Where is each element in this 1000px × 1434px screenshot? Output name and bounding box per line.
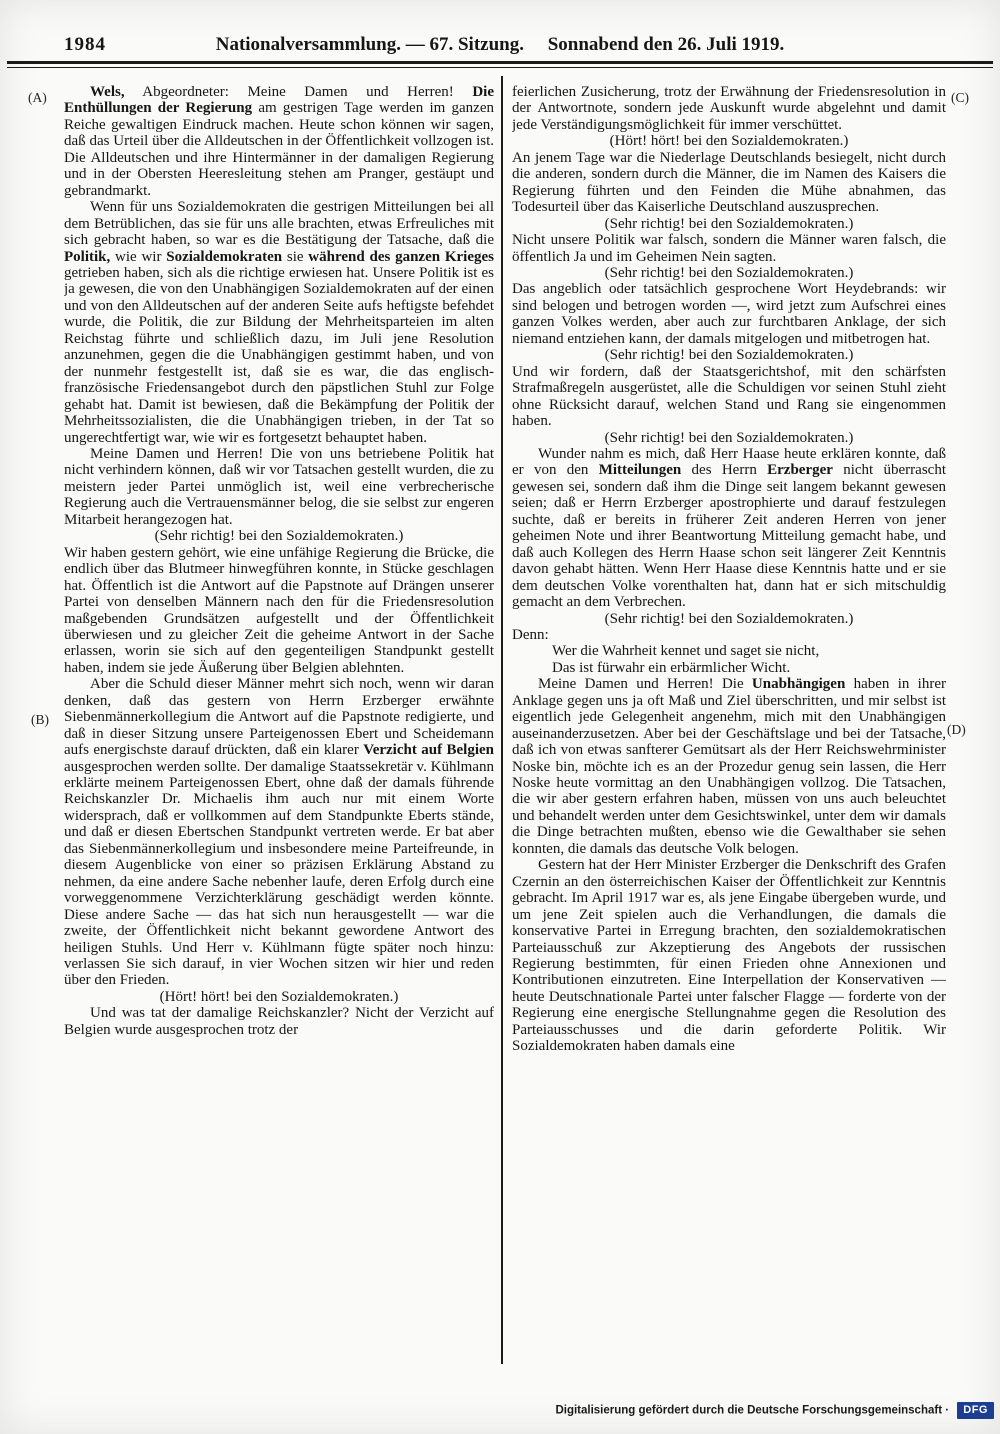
bold-text: Politik, [64, 248, 111, 265]
column-divider [501, 76, 503, 1364]
left-column [64, 84, 494, 1356]
body-text: Abgeordneter: Meine Damen und Herren! [124, 84, 473, 100]
body-text: Meine Damen und Herren! Die [538, 676, 752, 693]
interjection: (Hört! hört! bei den Sozialdemokraten.) [609, 133, 849, 150]
body-text: Und wir fordern, daß der Staatsgerichtshof, mit den schärfsten Strafmaßregeln ausgerüstet, alle die Schuldigen vor seinen Stuhl zieht ohne Rücksicht darauf, welchen Stand und Rang sie eingenommen haben. [512, 363, 946, 430]
body-text: feierlichen Zusicherung, trotz der Erwähnung der Friedensresolution in der Antwortnote, sondern jede Auskunft wurde abgelehnt und damit jede Verständigungsmöglichkeit für immer verschüttet. [512, 84, 946, 133]
body-text: ausgesprochen werden sollte. Der damalige Staatssekretär v. Kühlmann erklärte meinem Parteigenossen Ebert, ohne daß der damals führende Reichskanzler Dr. Michaelis ihm auch nur mit einem Worte widersprach, daß er vollkommen auf dem Standpunkte Eberts stände, und daß er diesen Ebertschen Standpunkt vertreten werde. Er bat aber das Siebenmännerkollegium und insbesondere meine Parteifreunde, in diesem Augenblicke von einer so präzisen Erklärung Abstand zu nehmen, da eine andere Sache nebenher laufe, deren Erfolg durch eine vorweggenommene Verzichterklärung geschädigt werden könnte. Diese andere Sache — das hat sich nun herausgestellt — war die zweite, der Öffentlichkeit nicht bekannt gewordene Antwort des heiligen Stuhls. Und Herr v. Kühlmann fügte später noch hinzu: verlassen Sie sich darauf, in vier Wochen sitzen wir hier und reden über den Frieden. [64, 758, 494, 989]
paragraph [64, 84, 494, 199]
paragraph [512, 676, 946, 857]
body-text: Gestern hat der Herr Minister Erzberger die Denkschrift des Grafen Czernin an den österreichischen Kaiser der Öffentlichkeit zur Kenntnis gebracht. Im April 1917 war es, als jene Eingabe übergeben wurde, und um jene Zeit spielen auch die Verhandlungen, die damals die konservative Partei in Erregung brachten, den sozialdemokratischen Parteiausschuß zur Akzeptierung des Angebots der russischen Regierung bestimmten, für einen Frieden ohne Annexionen und Kontributionen einzutreten. Eine Interpellation der Konservativen — heute Deutschnationale Partei unter falscher Flagge — forderte von der Regierung eine energische Stellungnahme gegen die Resolution des Parteiausschusses und die darin geforderte Politik. Wir Sozialdemokraten haben damals eine [512, 857, 946, 1055]
body-text: haben in ihrer Anklage gegen uns ja oft Maß und Ziel überschritten, und mir selbst ist eigentlich jede Gelegenheit angenehm, mich mit den Unabhängigen auseinanderzusetzen. Aber bei der Geschäftslage und bei der Tatsache, daß ich von etwas sanfterer Gemütsart als der Herr Reichswehrminister Noske bin, möchte ich es an der Prozedur genug sein lassen, die Herr Noske heute vormittag an den Unabhängigen vollzog. Die Tatsachen, die wir aber gestern erfahren haben, müssen von uns auch beleuchtet und behandelt werden unter dem Gesichtswinkel, unter dem wir damals die Dinge betrachten mußten, ebenso wie die Gewalthaber sie sehen konnten, die damals das deutsche Volk belogen. [512, 676, 946, 857]
paragraph [512, 150, 946, 216]
interjection: (Sehr richtig! bei den Sozialdemokraten.) [604, 264, 854, 281]
body-text: Aber die Schuld dieser Männer mehrt sich noch, wenn wir daran denken, daß das gestern von Herrn Erzberger erwähnte Siebenmännerkollegium die Antwort auf die Papstnote redigierte, und daß in dieser Sitzung unsere Parteigenossen Ebert und Scheidemann aufs energischste darauf drückten, daß ein klarer [64, 676, 494, 759]
body-text: Wenn für uns Sozialdemokraten die gestrigen Mitteilungen bei all dem Betrüblichen, das sie für uns alle brachten, etwas Erfreuliches mit sich gebracht haben, so war es die Bestätigung der Tatsache, daß die [64, 199, 494, 249]
bold-text: während des ganzen Krieges [308, 248, 494, 265]
verse-line: Wer die Wahrheit kennet und saget sie nicht, [552, 643, 820, 660]
body-text: nicht überrascht gewesen sei, sondern daß ihm die Dinge seit langem bekannt gewesen seien; daß er Herrn Erzberger apostrophierte und darauf festzulegen suchte, daß er bereits in früherer Zeit anderen Herren von jener geheimen Note und ihrer Beantwortung Mitteilung gemacht habe, und daß auch Kollegen des Herrn Haase schon seit längerer Zeit Kenntnis davon gehabt hätten. Wenn Herr Haase diese Kenntnis hatte und er sie dem deutschen Volke vorenthalten hat, dann hat er sich mitschuldig gemacht an dem Verbrechen. [512, 462, 946, 611]
paragraph [64, 1005, 494, 1038]
paragraph [512, 857, 946, 1054]
bold-text: Mitteilungen [598, 462, 682, 479]
body-text: Denn: [512, 626, 549, 643]
page-header-title: Nationalversammlung. — 67. Sitzung. Sonnabend den 26. Juli 1919. [215, 34, 785, 55]
interjection: (Hört! hört! bei den Sozialdemokraten.) [159, 988, 399, 1005]
margin-marker-a: (A) [28, 90, 47, 105]
bold-text: Erzberger [767, 462, 833, 479]
header-rule-thin [7, 67, 993, 68]
margin-marker-b: (B) [31, 712, 49, 727]
body-text: sie [282, 248, 309, 265]
bold-text: Sozialdemokraten [166, 248, 283, 265]
digitization-credit [0, 1402, 994, 1419]
margin-marker-d: (D) [947, 722, 966, 737]
paragraph [512, 84, 946, 133]
paragraph [512, 446, 946, 611]
body-text: Wunder nahm es mich, daß Herr Haase heute erklären konnte, daß er von den [512, 445, 946, 479]
interjection: (Sehr richtig! bei den Sozialdemokraten.) [154, 528, 404, 545]
body-text: am gestrigen Tage werden im ganzen Reiche gewaltigen Eindruck machen. Heute schon können wir sagen, daß das Urteil über die Alldeutschen in der Öffentlichkeit vollzogen ist. Die Alldeutschen und ihre Hintermänner in der damaligen Regierung und in der Obersten Heeresleitung stehen am Pranger, gestäupt und gebrandmarkt. [64, 100, 494, 199]
paragraph [512, 364, 946, 430]
paragraph [64, 446, 494, 528]
paragraph [512, 627, 946, 643]
bold-text: Verzicht auf Belgien [363, 742, 494, 759]
body-text: Wir haben gestern gehört, wie eine unfähige Regierung die Brücke, die endlich über das Blutmeer hinwegführen konnte, in Stücke geschlagen hat. Öffentlich ist die Antwort auf die Papstnote auf Drängen unserer Partei von denselben Männern nach den für die Friedensresolution maßgebenden Grundsätzen aufgestellt und der Öffentlichkeit überwiesen und zu gleicher Zeit die geheime Antwort in der Sache erlassen, worin sie sich auf den gegenteiligen Standpunkt gestellt haben, indem sie jede Äußerung über Belgien ablehnten. [64, 544, 494, 676]
body-text: Und was tat der damalige Reichskanzler? Nicht der Verzicht auf Belgien wurde ausgesprochen trotz der [64, 1005, 494, 1038]
right-column [512, 84, 946, 1356]
digitization-credit-text: Digitalisierung gefördert durch die Deutsche Forschungsgemeinschaft · [555, 1404, 950, 1417]
body-text: An jenem Tage war die Niederlage Deutschlands besiegelt, nicht durch die anderen, sondern durch die Männer, die im Namen des Kaisers die Regierung führten und den Feinden die Mühe abnahmen, das Todesurteil über das Kaiserliche Deutschland auszusprechen. [512, 149, 946, 216]
header-rule-thick [7, 61, 993, 64]
bold-text: Wels, [90, 84, 125, 100]
body-text: des Herrn [681, 462, 768, 479]
body-text: getrieben haben, sich als die richtige erwiesen hat. Unsere Politik ist es ja gewesen, die von den Unabhängigen Sozialdemokraten auf der einen und von den Alldeutschen auf der anderen Seite aufs heftigste befehdet wurde, die Politik, die zur Bildung der Mehrheitsparteien im alten Reichstag führte und schließlich dazu, im Juli jene Resolution anzunehmen, gegen die die Unabhängigen gestimmt haben, und von der nunmehr festgestellt ist, daß sie es war, die das englisch-französische Friedensangebot durch den päpstlichen Stuhl zur Folge gehabt hat. Damit ist bewiesen, daß die Bekämpfung der Politik der Mehrheitssozialisten, die die Unabhängigen trieben, in der Tat so ungerechtfertigt war, wie wir es fortgesetzt behauptet haben. [64, 264, 494, 446]
dfg-logo: DFG [957, 1402, 994, 1419]
verse-line: Das ist fürwahr ein erbärmlicher Wicht. [552, 659, 791, 676]
interjection: (Sehr richtig! bei den Sozialdemokraten.) [604, 215, 854, 232]
paragraph [64, 199, 494, 446]
paragraph [512, 281, 946, 347]
bold-text: Die Enthüllungen der Regierung [64, 84, 494, 117]
body-text: Meine Damen und Herren! Die von uns betriebene Politik hat nicht verhindern können, daß wir vor Tatsachen gestellt wurden, die zu meistern jeder Partei unmöglich ist, weil eine verbrecherische Regierung auch die Vertrauensmänner belog, die sie selbst zur engeren Mitarbeit herangezogen hat. [64, 445, 494, 528]
paragraph [512, 232, 946, 265]
bold-text: Unabhängigen [751, 676, 846, 693]
paragraph [64, 545, 494, 677]
interjection: (Sehr richtig! bei den Sozialdemokraten.) [604, 610, 854, 627]
interjection: (Sehr richtig! bei den Sozialdemokraten.) [604, 429, 854, 446]
page-number: 1984 [64, 34, 106, 55]
body-text: Das angeblich oder tatsächlich gesprochene Wort Heydebrands: wir sind belogen und betrogen worden —, wird jetzt zum Aufschrei eines ganzen Volkes werden, aber auch zur furchtbaren Anklage, der sich niemand entziehen kann, der damals mitgelogen und mitbetrogen hat. [512, 281, 946, 347]
margin-marker-c: (C) [951, 90, 969, 105]
interjection: (Sehr richtig! bei den Sozialdemokraten.) [604, 347, 854, 364]
body-text: wie wir [110, 248, 167, 265]
paragraph [64, 676, 494, 989]
body-text: Nicht unsere Politik war falsch, sondern die Männer waren falsch, die öffentlich Ja und im Geheimen Nein sagten. [512, 232, 946, 265]
